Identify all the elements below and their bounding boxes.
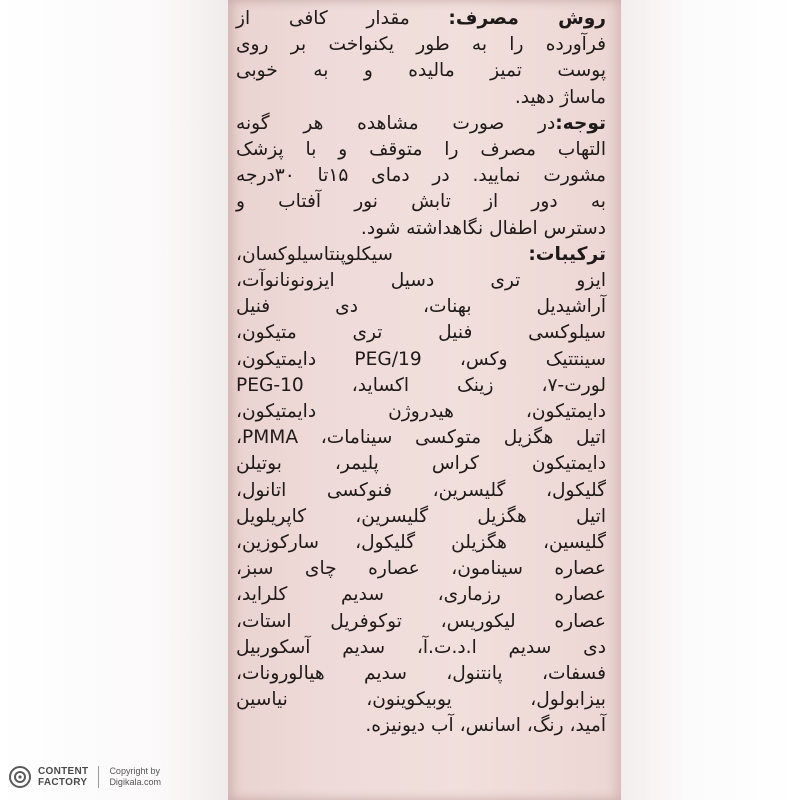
usage-line-1: روش مصرف: مقدار کافی از: [236, 8, 607, 29]
ingredients-line-17: فسفات، پانتنول، سدیم هیالورونات،: [236, 663, 606, 685]
ingredients-line-3: آراشیدیل بهنات، دی فنیل: [236, 296, 606, 318]
caution-line-3: مشورت نمایید. در دمای ۱۵تا ۳۰درجه: [236, 165, 606, 187]
ingredients-line-13: عصاره سینامون، عصاره چای سبز،: [236, 558, 606, 580]
product-label-text: [236, 6, 606, 740]
footer-divider: [98, 766, 99, 788]
ingredients-line-14: عصاره رزماری، سدیم کلراید،: [236, 584, 606, 606]
content-factory-logo-icon: [8, 765, 32, 789]
ingredients-line-12: گلیسین، هگزیلن گلیکول، سارکوزین،: [236, 532, 606, 554]
caution-line-2: التهاب مصرف را متوقف و با پزشک: [236, 139, 606, 161]
caution-line-5: دسترس اطفال نگاهداشته شود.: [360, 217, 606, 239]
background-left: [0, 0, 228, 800]
usage-line-2: فرآورده را به طور یکنواخت بر روی: [236, 34, 606, 56]
ingredients-line-5: سینتتیک وکس، PEG/19 دایمتیکون،: [236, 348, 606, 370]
usage-heading: روش مصرف:: [448, 8, 607, 29]
ingredients-line-19: آمید، رنگ، اسانس، آب دیونیزه.: [365, 715, 606, 737]
caution-line-1: توجه:در صورت مشاهده هر گونه: [236, 112, 606, 134]
ingredients-line-8: اتیل هگزیل متوکسی سینامات، PMMA،: [236, 427, 606, 449]
caution-line-4: به دور از تابش نور آفتاب و: [236, 191, 606, 213]
background-right: [621, 0, 800, 800]
ingredients-heading: ترکیبات:: [528, 243, 606, 265]
usage-line-4: ماساژ دهید.: [514, 86, 606, 108]
ingredients-line-9: دایمتیکون کراس پلیمر، بوتیلن: [236, 453, 606, 475]
brand-name: CONTENT FACTORY: [38, 766, 89, 788]
caution-heading: توجه:: [555, 112, 606, 134]
ingredients-line-1: ترکیبات: سیکلوپنتاسیلوکسان،: [236, 243, 606, 265]
copyright-text: Copyright by Digikala.com: [109, 766, 161, 787]
ingredients-line-18: بیزابولول، یوبیکوینون، نیاسین: [236, 689, 606, 711]
ingredients-line-2: ایزو تری دسیل ایزونونانوآت،: [236, 270, 606, 292]
ingredients-line-7: دایمتیکون، هیدروژن دایمتیکون،: [236, 401, 606, 423]
ingredients-line-4: سیلوکسی فنیل تری متیکون،: [236, 322, 606, 344]
ingredients-line-10: گلیکول، گلیسرین، فنوکسی اتانول،: [236, 479, 606, 501]
usage-line-3: پوست تمیز مالیده و به خوبی: [236, 60, 606, 82]
watermark-footer: [8, 760, 208, 794]
ingredients-line-16: دی سدیم ا.د.ت.آ، سدیم آسکوربیل: [236, 636, 606, 658]
ingredients-line-15: عصاره لیکوریس، توکوفریل استات،: [236, 610, 606, 632]
ingredients-line-6: لورت-۷، زینک اکساید، PEG-10: [236, 374, 606, 396]
ingredients-line-11: اتیل هگزیل گلیسرین، کاپریلویل: [236, 505, 606, 527]
